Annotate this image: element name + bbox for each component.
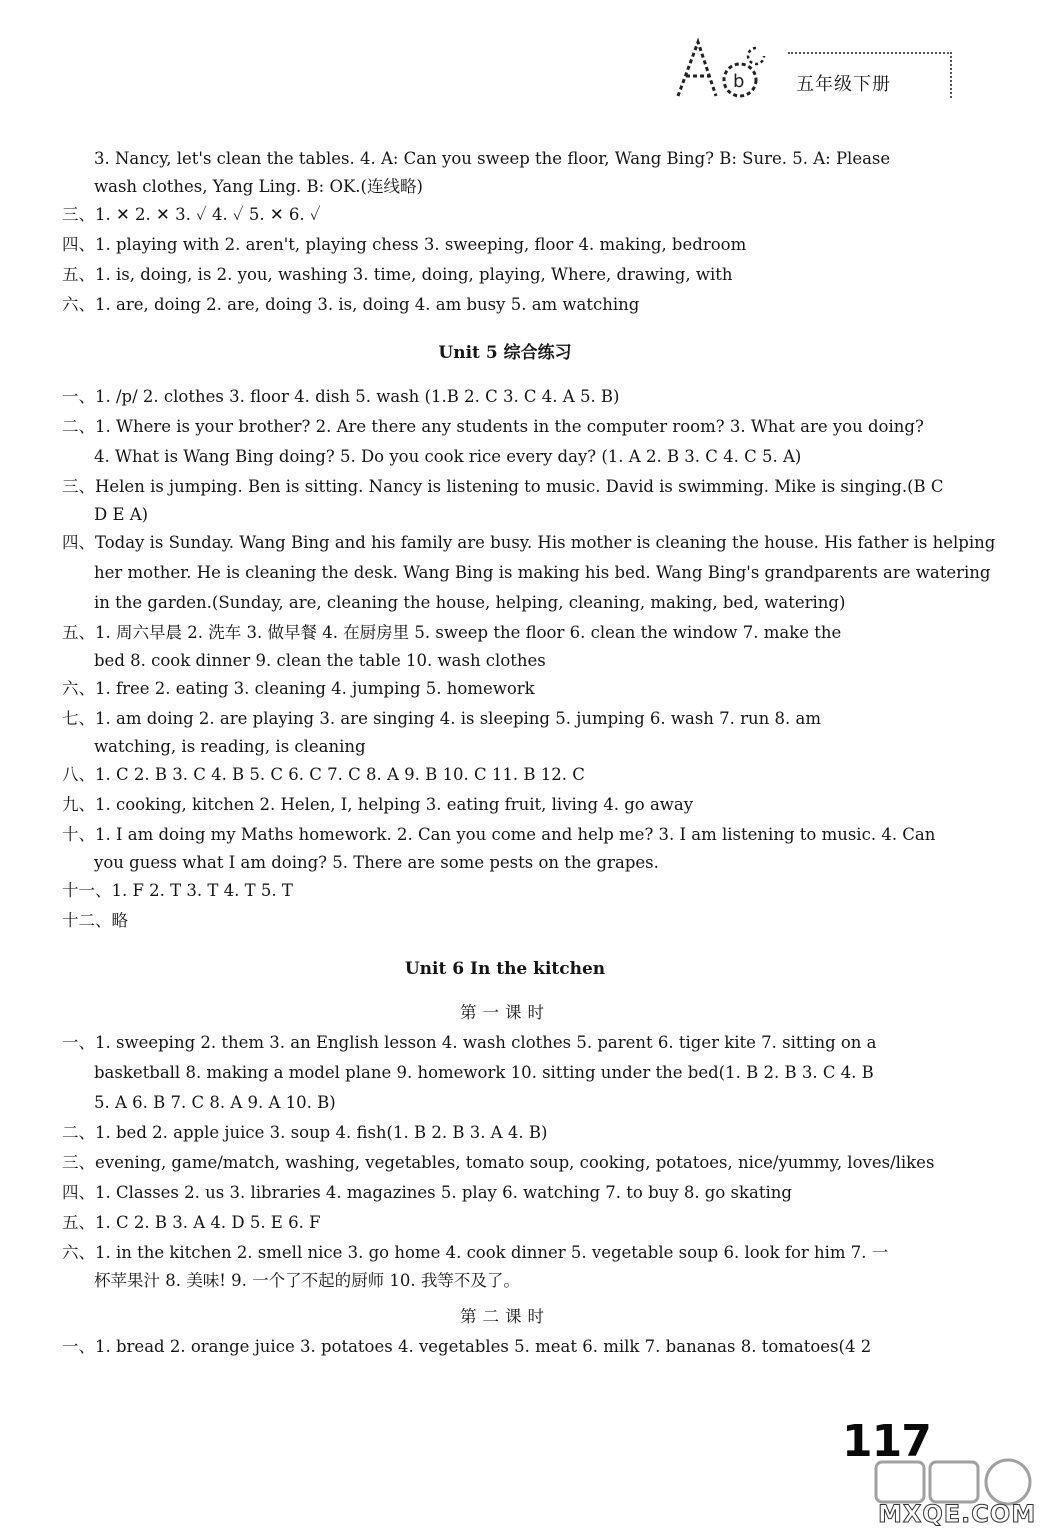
answer-line: 二、1. Where is your brother? 2. Are there any students in the computer room? 3. What are you doing?: [62, 417, 924, 436]
answer-line: 五、1. is, doing, is 2. you, washing 3. time, doing, playing, Where, drawing, with: [62, 265, 733, 284]
answer-line: 十一、1. F 2. T 3. T 4. T 5. T: [62, 881, 293, 900]
answer-line: watching, is reading, is cleaning: [94, 737, 366, 756]
page-number: 117: [842, 1416, 931, 1467]
answer-line: 四、1. Classes 2. us 3. libraries 4. magazines 5. play 6. watching 7. to buy 8. go skating: [62, 1183, 792, 1202]
answer-line: 八、1. C 2. B 3. C 4. B 5. C 6. C 7. C 8. A 9. B 10. C 11. B 12. C: [62, 765, 585, 784]
answer-content: [62, 144, 996, 1362]
answer-line: 十、1. I am doing my Maths homework. 2. Can you come and help me? 3. I am listening to music. 4. Can: [62, 825, 936, 844]
answer-line: bed 8. cook dinner 9. clean the table 10. wash clothes: [94, 651, 546, 670]
answer-line: 杯苹果汁 8. 美味! 9. 一个了不起的厨师 10. 我等不及了。: [94, 1271, 520, 1290]
grade-label: 五年级下册: [796, 74, 891, 95]
answer-line: you guess what I am doing? 5. There are some pests on the grapes.: [94, 853, 659, 872]
lesson-subheading: 第一课时: [460, 1003, 550, 1022]
answer-line: 七、1. am doing 2. are playing 3. are singing 4. is sleeping 5. jumping 6. wash 7. run 8. am: [62, 709, 822, 728]
answer-line: 四、1. playing with 2. aren't, playing chess 3. sweeping, floor 4. making, bedroom: [62, 235, 747, 254]
answer-line: 六、1. in the kitchen 2. smell nice 3. go home 4. cook dinner 5. vegetable soup 6. look for him 7. 一: [62, 1243, 889, 1262]
answer-line: 三、evening, game/match, washing, vegetables, tomato soup, cooking, potatoes, nice/yummy, loves/likes: [62, 1153, 935, 1172]
answer-line: 五、1. C 2. B 3. A 4. D 5. E 6. F: [62, 1213, 321, 1232]
answer-line: wash clothes, Yang Ling. B: OK.(连线略): [94, 177, 423, 196]
answer-line: 六、1. are, doing 2. are, doing 3. is, doing 4. am busy 5. am watching: [62, 295, 640, 314]
answer-line: 二、1. bed 2. apple juice 3. soup 4. fish(1. B 2. B 3. A 4. B): [62, 1123, 548, 1142]
answer-line: 四、Today is Sunday. Wang Bing and his family are busy. His mother is cleaning the house. His father is helping: [62, 533, 996, 552]
watermark-text: MXQE.COM: [878, 1500, 1037, 1528]
answer-line: 一、1. bread 2. orange juice 3. potatoes 4. vegetables 5. meat 6. milk 7. bananas 8. tomatoes(4 2: [62, 1337, 872, 1356]
answer-line: in the garden.(Sunday, are, cleaning the house, helping, cleaning, making, bed, watering): [94, 593, 846, 612]
abc-logo-icon: [670, 34, 770, 106]
answer-line: 5. A 6. B 7. C 8. A 9. A 10. B): [94, 1093, 336, 1112]
answer-line: her mother. He is cleaning the desk. Wang Bing is making his bed. Wang Bing's grandparents are watering: [94, 563, 991, 582]
answer-line: 三、Helen is jumping. Ben is sitting. Nancy is listening to music. David is swimming. Mike is singing.(B C: [62, 477, 944, 496]
answer-line: 九、1. cooking, kitchen 2. Helen, I, helping 3. eating fruit, living 4. go away: [62, 795, 694, 814]
svg-text:b: b: [733, 71, 745, 92]
answer-line: 4. What is Wang Bing doing? 5. Do you cook rice every day? (1. A 2. B 3. C 4. C 5. A): [94, 447, 802, 466]
answer-line: basketball 8. making a model plane 9. homework 10. sitting under the bed(1. B 2. B 3. C 4. B: [94, 1063, 874, 1082]
answer-line: 十二、略: [62, 911, 128, 930]
answer-line: 六、1. free 2. eating 3. cleaning 4. jumping 5. homework: [62, 679, 535, 698]
answer-line: D E A): [94, 505, 149, 524]
section-heading: Unit 6 In the kitchen: [404, 959, 606, 979]
page-header: [660, 28, 960, 108]
answer-line: 3. Nancy, let's clean the tables. 4. A: Can you sweep the floor, Wang Bing? B: Sure. 5. A: Please: [94, 149, 891, 168]
lesson-subheading: 第二课时: [460, 1307, 550, 1326]
answer-line: 一、1. sweeping 2. them 3. an English lesson 4. wash clothes 5. parent 6. tiger kite 7. sitting on a: [62, 1033, 877, 1052]
answer-line: 一、1. /p/ 2. clothes 3. floor 4. dish 5. wash (1.B 2. C 3. C 4. A 5. B): [62, 387, 620, 406]
section-heading: Unit 5 综合练习: [438, 343, 572, 363]
answer-line: 三、1. ✕ 2. ✕ 3. ✓ 4. ✓ 5. ✕ 6. ✓: [62, 205, 321, 224]
answer-line: 五、1. 周六早晨 2. 洗车 3. 做早餐 4. 在厨房里 5. sweep the floor 6. clean the window 7. make the: [62, 623, 842, 642]
